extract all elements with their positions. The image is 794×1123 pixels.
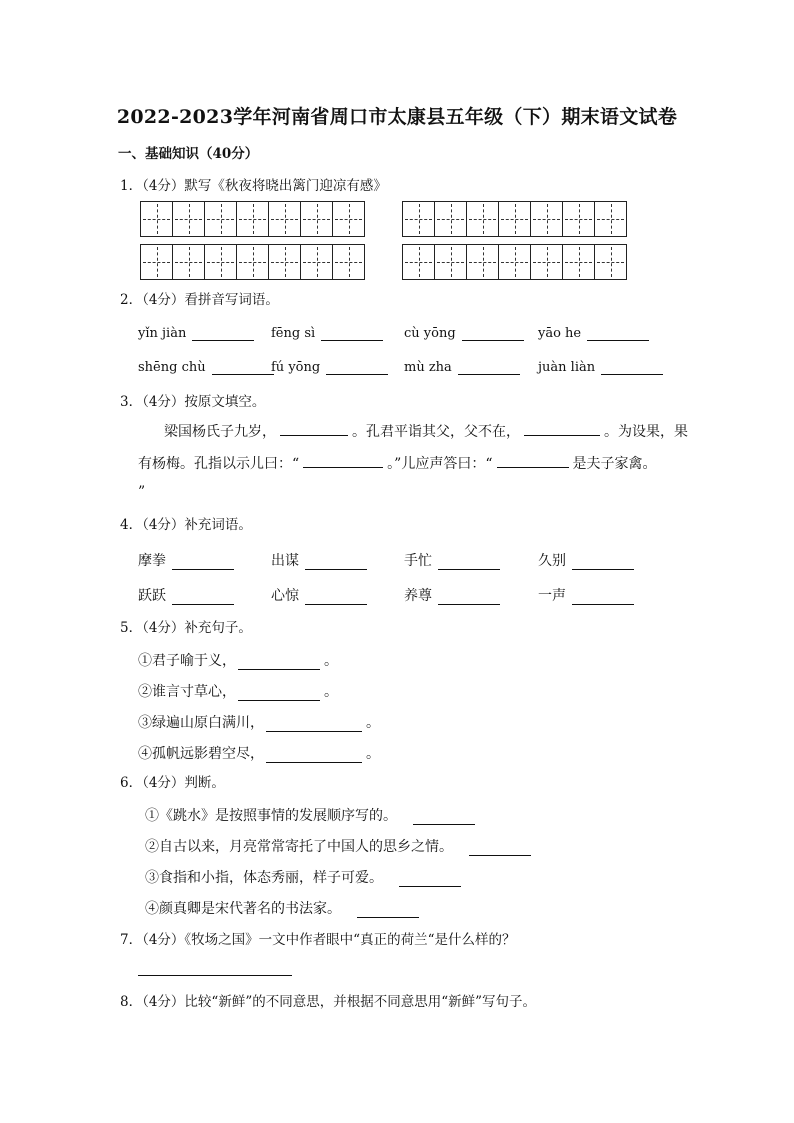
answer-blank[interactable] bbox=[587, 326, 649, 341]
writing-grid-row-1-left bbox=[140, 201, 364, 237]
writing-cell bbox=[236, 201, 269, 237]
writing-cell bbox=[204, 201, 237, 237]
word-item bbox=[404, 585, 504, 605]
writing-cell bbox=[562, 244, 595, 280]
pinyin-text: fú yōng bbox=[271, 360, 321, 375]
word-item bbox=[538, 550, 638, 570]
writing-cell bbox=[434, 244, 467, 280]
writing-cell bbox=[402, 244, 435, 280]
answer-blank[interactable] bbox=[458, 360, 520, 375]
pinyin-item bbox=[404, 360, 524, 375]
sentence-end: 。 bbox=[366, 746, 380, 762]
word-item bbox=[138, 585, 238, 605]
writing-cell bbox=[268, 201, 301, 237]
judge-item bbox=[145, 867, 465, 887]
q3-label: 3．（4分）按原文填空。 bbox=[120, 394, 266, 410]
writing-cell bbox=[530, 244, 563, 280]
writing-cell bbox=[300, 244, 333, 280]
writing-cell bbox=[530, 201, 563, 237]
answer-blank[interactable] bbox=[192, 326, 254, 341]
q2-label: 2．（4分）看拼音写词语。 bbox=[120, 292, 279, 308]
word-text: 手忙 bbox=[404, 553, 432, 569]
sentence-item bbox=[138, 712, 380, 732]
word-item bbox=[404, 550, 504, 570]
word-item bbox=[271, 550, 371, 570]
pinyin-text: mù zha bbox=[404, 360, 452, 375]
answer-blank[interactable] bbox=[572, 555, 634, 570]
pinyin-item bbox=[538, 326, 653, 341]
judge-text: ④颜真卿是宋代著名的书法家。 bbox=[145, 901, 341, 917]
word-item bbox=[538, 585, 638, 605]
answer-blank[interactable] bbox=[524, 421, 600, 436]
writing-cell bbox=[332, 201, 365, 237]
writing-cell bbox=[172, 201, 205, 237]
word-text: 摩拳 bbox=[138, 553, 166, 569]
writing-cell bbox=[594, 244, 627, 280]
writing-cell bbox=[498, 244, 531, 280]
pinyin-item bbox=[138, 360, 278, 375]
section-heading: 一、基础知识（40分） bbox=[118, 146, 259, 162]
writing-cell bbox=[204, 244, 237, 280]
pinyin-text: yāo he bbox=[538, 326, 582, 341]
q4-label: 4．（4分）补充词语。 bbox=[120, 517, 252, 533]
judge-text: ③食指和小指，体态秀丽，样子可爱。 bbox=[145, 870, 383, 886]
answer-blank[interactable] bbox=[601, 360, 663, 375]
writing-cell bbox=[236, 244, 269, 280]
q7-label: 7．（4分）《牧场之国》一文中作者眼中“真正的荷兰“是什么样的？ bbox=[120, 932, 516, 948]
sentence-text: ③绿遍山原白满川， bbox=[138, 715, 264, 731]
answer-blank[interactable] bbox=[305, 590, 367, 605]
q3-text: 。为设果，果 bbox=[604, 424, 688, 440]
answer-blank[interactable] bbox=[438, 590, 500, 605]
q3-text: 。孔君平诣其父，父不在， bbox=[352, 424, 520, 440]
judge-item bbox=[145, 805, 479, 825]
judge-text: ②自古以来，月亮常常寄托了中国人的思乡之情。 bbox=[145, 839, 453, 855]
answer-blank[interactable] bbox=[280, 421, 348, 436]
answer-blank[interactable] bbox=[399, 872, 461, 887]
writing-cell bbox=[140, 244, 173, 280]
pinyin-item bbox=[138, 326, 258, 341]
q3-text: 有杨梅。孔指以示儿曰：“ bbox=[138, 456, 300, 472]
answer-blank[interactable] bbox=[266, 717, 362, 732]
sentence-text: ①君子喻于义， bbox=[138, 653, 236, 669]
pinyin-text: cù yōng bbox=[404, 326, 456, 341]
word-text: 一声 bbox=[538, 588, 566, 604]
pinyin-text: fēng sì bbox=[271, 326, 316, 341]
word-text: 跃跃 bbox=[138, 588, 166, 604]
pinyin-text: shēng chù bbox=[138, 360, 206, 375]
q8-label: 8．（4分）比较“新鲜”的不同意思，并根据不同意思用“新鲜”写句子。 bbox=[120, 994, 537, 1010]
pinyin-text: yǐn jiàn bbox=[138, 326, 187, 341]
answer-blank[interactable] bbox=[469, 841, 531, 856]
answer-blank[interactable] bbox=[212, 360, 274, 375]
answer-blank[interactable] bbox=[303, 453, 383, 468]
q6-label: 6．（4分）判断。 bbox=[120, 775, 225, 791]
writing-grid-row-2-right bbox=[402, 244, 626, 280]
word-item bbox=[138, 550, 238, 570]
judge-item bbox=[145, 898, 423, 918]
writing-cell bbox=[434, 201, 467, 237]
q3-line-1 bbox=[164, 416, 688, 448]
answer-blank[interactable] bbox=[572, 590, 634, 605]
answer-blank[interactable] bbox=[238, 655, 320, 670]
writing-cell bbox=[172, 244, 205, 280]
answer-blank[interactable] bbox=[321, 326, 383, 341]
q1-label: 1．（4分）默写《秋夜将晓出篱门迎凉有感》 bbox=[120, 178, 387, 194]
answer-blank[interactable] bbox=[357, 903, 419, 918]
writing-cell bbox=[594, 201, 627, 237]
judge-text: ①《跳水》是按照事情的发展顺序写的。 bbox=[145, 808, 397, 824]
sentence-item bbox=[138, 681, 338, 701]
answer-blank[interactable] bbox=[326, 360, 388, 375]
pinyin-item bbox=[404, 326, 528, 341]
word-item bbox=[271, 585, 371, 605]
answer-blank[interactable] bbox=[172, 590, 234, 605]
q3-text: 是夫子家禽。 bbox=[572, 456, 657, 472]
writing-grid-row-1-right bbox=[402, 201, 626, 237]
writing-cell bbox=[562, 201, 595, 237]
word-text: 久别 bbox=[538, 553, 566, 569]
answer-blank[interactable] bbox=[497, 453, 569, 468]
q3-line-2 bbox=[138, 448, 657, 480]
writing-cell bbox=[402, 201, 435, 237]
q3-text: 。”儿应声答曰：“ bbox=[387, 456, 493, 472]
answer-blank[interactable] bbox=[305, 555, 367, 570]
writing-cell bbox=[498, 201, 531, 237]
q5-label: 5．（4分）补充句子。 bbox=[120, 620, 252, 636]
writing-cell bbox=[466, 244, 499, 280]
q3-line-3: ” bbox=[138, 484, 146, 500]
pinyin-item bbox=[538, 360, 667, 375]
sentence-end: 。 bbox=[324, 684, 338, 700]
q3-text: 梁国杨氏子九岁， bbox=[164, 424, 276, 440]
answer-blank[interactable] bbox=[172, 555, 234, 570]
word-text: 心惊 bbox=[271, 588, 299, 604]
word-text: 出谋 bbox=[271, 553, 299, 569]
pinyin-item bbox=[271, 360, 392, 375]
writing-cell bbox=[466, 201, 499, 237]
writing-cell bbox=[268, 244, 301, 280]
writing-cell bbox=[300, 201, 333, 237]
writing-cell bbox=[332, 244, 365, 280]
answer-blank[interactable] bbox=[238, 686, 320, 701]
writing-cell bbox=[140, 201, 173, 237]
sentence-end: 。 bbox=[324, 653, 338, 669]
answer-blank[interactable] bbox=[438, 555, 500, 570]
sentence-end: 。 bbox=[366, 715, 380, 731]
sentence-text: ②谁言寸草心， bbox=[138, 684, 236, 700]
answer-blank[interactable] bbox=[266, 748, 362, 763]
sentence-text: ④孤帆远影碧空尽， bbox=[138, 746, 264, 762]
sentence-item bbox=[138, 650, 338, 670]
sentence-item bbox=[138, 743, 380, 763]
q7-answer-blank[interactable] bbox=[138, 961, 292, 976]
pinyin-item bbox=[271, 326, 387, 341]
page-title: 2022-2023学年河南省周口市太康县五年级（下）期末语文试卷 bbox=[116, 106, 678, 128]
answer-blank[interactable] bbox=[413, 810, 475, 825]
writing-grid-row-2-left bbox=[140, 244, 364, 280]
judge-item bbox=[145, 836, 535, 856]
pinyin-text: juàn liàn bbox=[538, 360, 596, 375]
word-text: 养尊 bbox=[404, 588, 432, 604]
answer-blank[interactable] bbox=[462, 326, 524, 341]
